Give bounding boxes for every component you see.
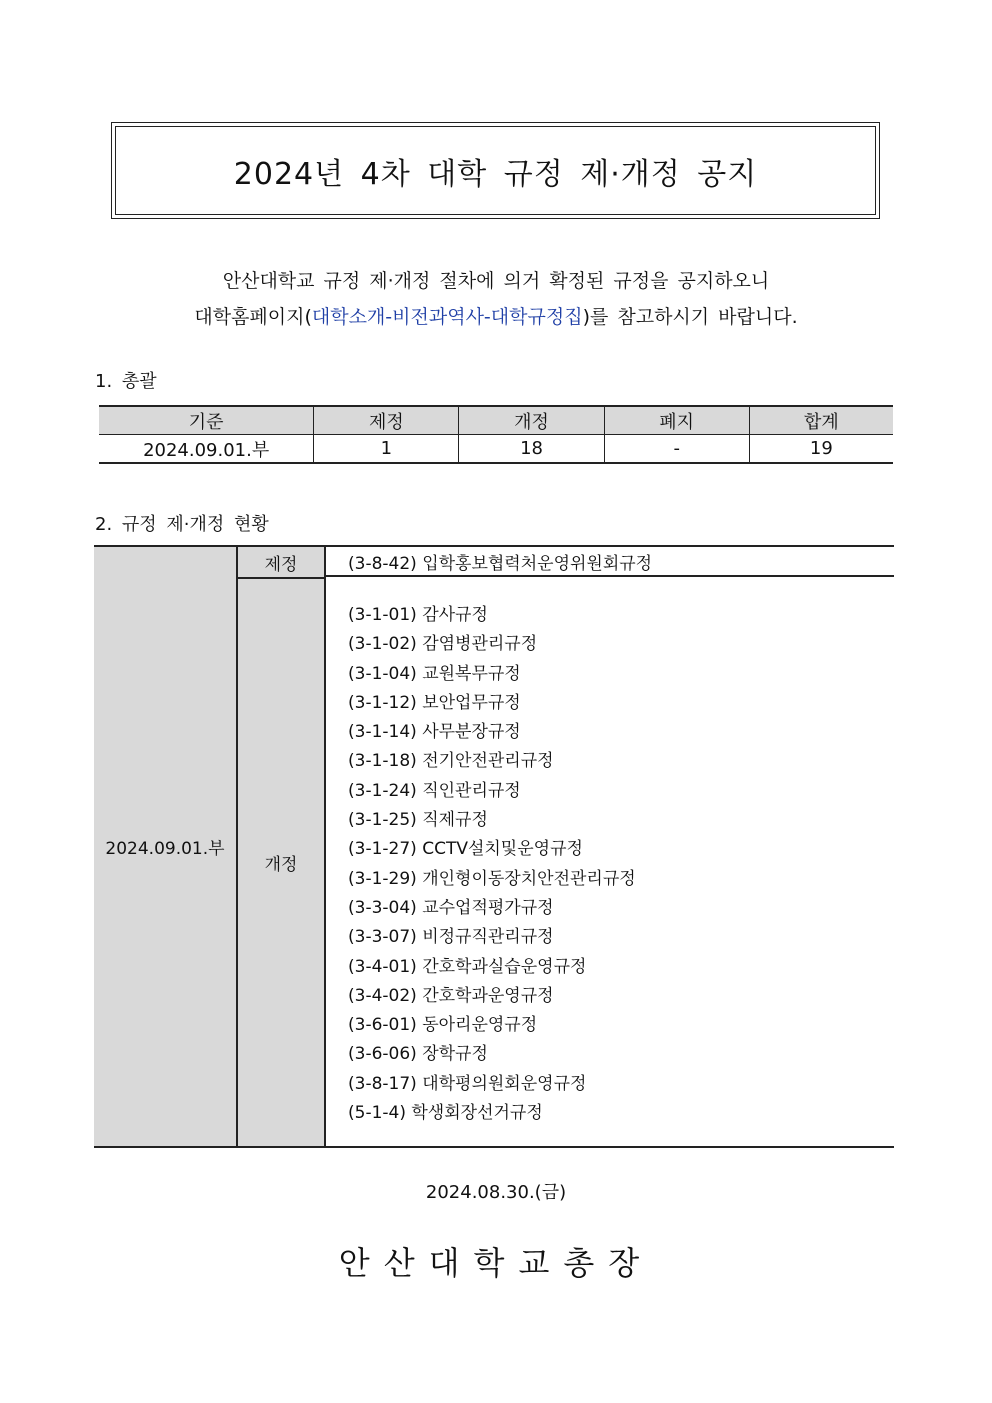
summary-col-revised: 개정 — [459, 406, 604, 435]
summary-col-abolished: 폐지 — [604, 406, 749, 435]
summary-data-row — [99, 435, 893, 464]
regulation-path-link[interactable]: 대학소개-비전과역사-대학규정집 — [311, 306, 583, 328]
summary-cell-new: 1 — [314, 435, 459, 464]
list-item: (3-1-24) 직인관리규정 — [348, 780, 521, 801]
new-regulation-item: (3-8-42) 입학홍보협력처운영위원회규정 — [326, 547, 894, 577]
list-item: (3-8-17) 대학평의원회운영규정 — [348, 1073, 587, 1094]
list-item: (3-1-01) 감사규정 — [348, 605, 488, 625]
status-type-new: 제정 — [238, 547, 324, 579]
list-item: (3-6-01) 동아리운영규정 — [348, 1015, 538, 1036]
summary-cell-abolished: - — [604, 435, 749, 464]
list-item: (5-1-4) 학생회장선거규정 — [348, 1103, 543, 1124]
summary-header-row — [99, 406, 893, 435]
list-item: (3-4-02) 간호학과운영규정 — [348, 985, 554, 1006]
list-item: (3-1-29) 개인형이동장치안전관리규정 — [348, 868, 636, 889]
page-title: 2024년 4차 대학 규정 제·개정 공지 — [233, 156, 758, 192]
section-summary-heading: 1. 총괄 — [95, 371, 157, 392]
list-item: (3-4-01) 간호학과실습운영규정 — [348, 956, 587, 977]
list-item: (3-1-02) 감염병관리규정 — [348, 634, 538, 655]
intro-line-2 — [0, 302, 992, 329]
list-item: (3-1-12) 보안업무규정 — [348, 692, 521, 713]
summary-cell-basis: 2024.09.01.부 — [99, 435, 314, 464]
notice-date: 2024.08.30.(금) — [425, 1182, 567, 1203]
status-date-cell: 2024.09.01.부 — [94, 547, 238, 1146]
summary-cell-revised: 18 — [459, 435, 604, 464]
list-item: (3-1-18) 전기안전관리규정 — [348, 751, 554, 772]
list-item: (3-1-27) CCTV설치및운영규정 — [348, 839, 583, 860]
intro-line-1: 안산대학교 규정 제·개정 절차에 의거 확정된 규정을 공지하오니 — [222, 270, 770, 292]
summary-cell-total: 19 — [749, 435, 893, 464]
summary-col-total: 합계 — [749, 406, 893, 435]
section-status-heading: 2. 규정 제·개정 현황 — [95, 514, 269, 535]
list-item: (3-1-25) 직제규정 — [348, 810, 488, 831]
status-type-column — [238, 547, 326, 1146]
president-signature: 안산대학교총장 — [338, 1244, 654, 1282]
list-item: (3-1-04) 교원복무규정 — [348, 663, 521, 684]
list-item: (3-3-04) 교수업적평가규정 — [348, 897, 554, 918]
list-item: (3-6-06) 장학규정 — [348, 1044, 488, 1065]
summary-table — [99, 405, 893, 464]
list-item: (3-3-07) 비정규직관리규정 — [348, 927, 554, 948]
summary-col-new: 제정 — [314, 406, 459, 435]
status-type-revised: 개정 — [264, 855, 298, 875]
intro-suffix: )를 참고하시기 바랍니다. — [582, 306, 798, 328]
title-box — [111, 122, 880, 219]
list-item: (3-1-14) 사무분장규정 — [348, 722, 521, 743]
status-table — [94, 545, 894, 1148]
summary-col-basis: 기준 — [99, 406, 314, 435]
title-box-inner — [115, 126, 876, 215]
revised-regulation-list — [326, 601, 894, 1128]
intro-prefix: 대학홈페이지( — [194, 306, 312, 328]
